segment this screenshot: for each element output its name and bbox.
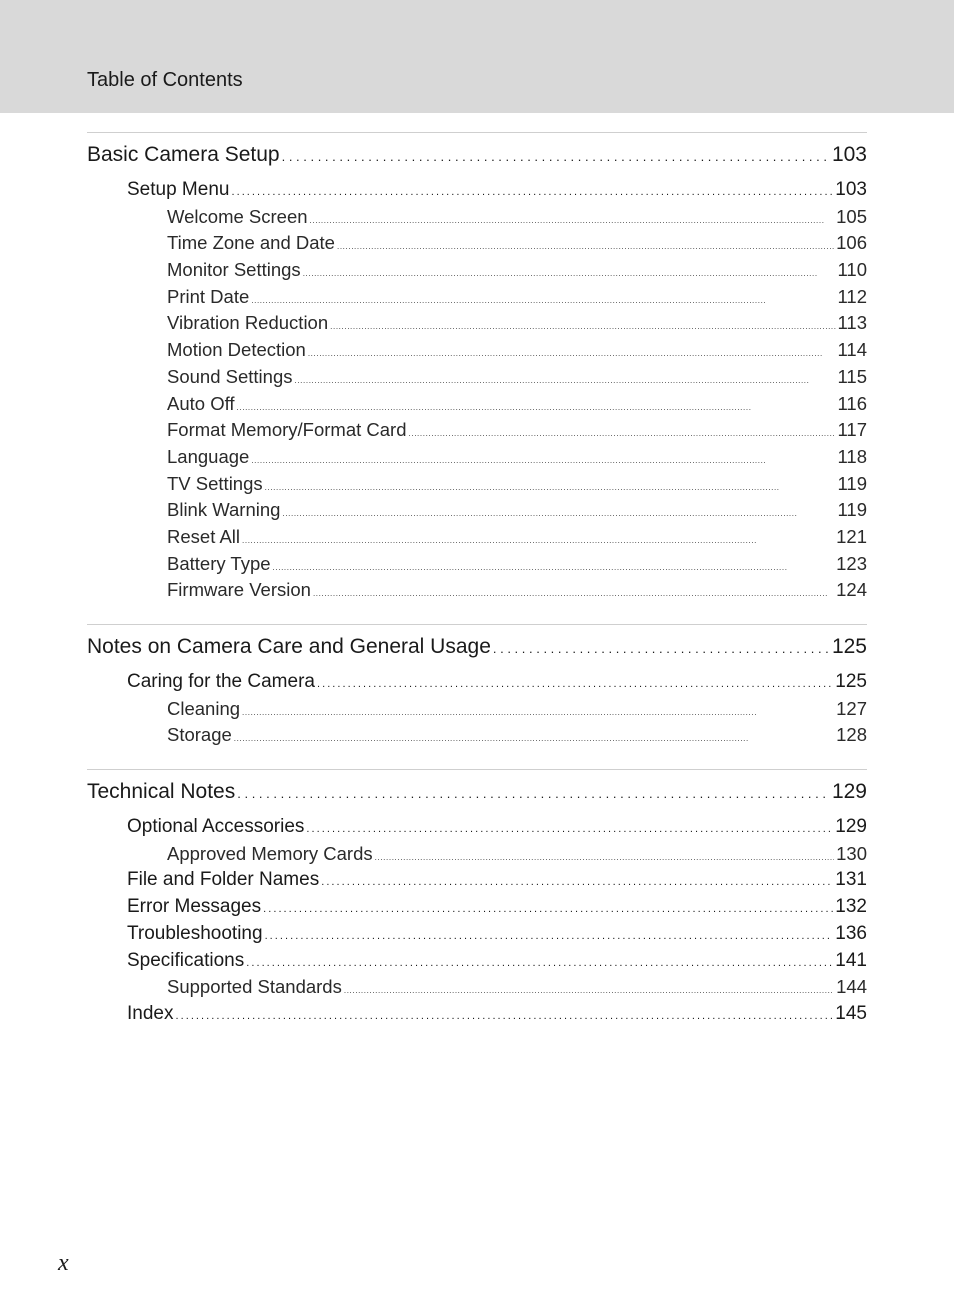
toc-entry-page: 125: [835, 671, 867, 692]
toc-entry-label: Error Messages: [127, 896, 262, 918]
toc-section-heading[interactable]: [87, 625, 867, 669]
section-spacer: [87, 604, 867, 624]
toc-entry-page: 114: [837, 339, 867, 361]
toc-entry-label: Vibration Reduction: [167, 312, 329, 334]
toc-subentry[interactable]: [87, 551, 867, 578]
toc-entry-label: Battery Type: [167, 552, 271, 574]
toc-entry[interactable]: [87, 894, 867, 921]
toc-entry-label: Welcome Screen: [167, 205, 308, 227]
toc-entry-label: Time Zone and Date: [167, 232, 335, 254]
toc-section-heading[interactable]: [87, 133, 867, 177]
dot-leader: [294, 364, 835, 391]
toc-subentry[interactable]: [87, 577, 867, 604]
toc-entry-label: Specifications: [127, 949, 245, 971]
toc-entry-label: Blink Warning: [167, 499, 281, 521]
toc-entry-page: 113: [837, 312, 867, 334]
toc-entry-label: Cleaning: [167, 697, 241, 719]
toc-entry-label: Supported Standards: [167, 976, 342, 998]
toc-entry-label: Basic Camera Setup: [87, 143, 280, 166]
table-of-contents: [87, 132, 867, 1028]
toc-entry-page: 144: [836, 976, 867, 998]
dot-leader: [409, 417, 836, 444]
toc-entry-page: 123: [836, 552, 867, 574]
dot-leader: [175, 1001, 833, 1028]
toc-entry-label: Format Memory/Format Card: [167, 419, 407, 441]
toc-entry-page: 124: [836, 579, 867, 601]
toc-subentry[interactable]: [87, 310, 867, 337]
dot-leader: [237, 391, 836, 418]
page-header-title: Table of Contents: [87, 69, 243, 91]
toc-entry-page: 145: [835, 1002, 867, 1024]
dot-leader: [242, 524, 834, 551]
dot-leader: [251, 444, 835, 471]
toc-subentry[interactable]: [87, 841, 867, 868]
dot-leader: [234, 722, 834, 749]
dot-leader: [344, 974, 834, 1001]
toc-entry-label: Monitor Settings: [167, 259, 301, 281]
toc-entry-label: Technical Notes: [87, 780, 236, 804]
dot-leader: [246, 948, 833, 975]
toc-entry-page: 103: [831, 143, 867, 166]
dot-leader: [375, 841, 834, 868]
toc-section-heading[interactable]: [87, 770, 867, 814]
toc-entry[interactable]: [87, 814, 867, 841]
dot-leader: [303, 257, 836, 284]
toc-entry-page: 141: [835, 949, 867, 971]
toc-entry-label: Reset All: [167, 525, 241, 547]
toc-subentry[interactable]: [87, 364, 867, 391]
dot-leader: [313, 577, 834, 604]
toc-entry-label: Language: [167, 445, 250, 467]
toc-entry-page: 117: [837, 419, 867, 441]
toc-subentry[interactable]: [87, 417, 867, 444]
toc-entry-label: TV Settings: [167, 472, 263, 494]
toc-entry-page: 119: [837, 472, 867, 494]
dot-leader: [317, 669, 833, 696]
toc-entry-label: Print Date: [167, 285, 250, 307]
toc-entry[interactable]: [87, 177, 867, 204]
toc-entry-label: Auto Off: [167, 392, 235, 414]
toc-subentry[interactable]: [87, 337, 867, 364]
section-spacer: [87, 749, 867, 769]
toc-entry-page: 121: [836, 525, 867, 547]
toc-entry-label: Approved Memory Cards: [167, 842, 373, 864]
dot-leader: [231, 177, 833, 204]
toc-entry-page: 132: [835, 896, 867, 918]
toc-entry-page: 129: [831, 780, 867, 804]
dot-leader: [237, 770, 830, 814]
toc-entry-label: Storage: [167, 724, 232, 746]
dot-leader: [493, 625, 830, 669]
toc-entry-page: 125: [831, 635, 867, 658]
dot-leader: [310, 204, 835, 231]
toc-subentry[interactable]: [87, 696, 867, 723]
toc-entry-label: Firmware Version: [167, 579, 311, 601]
dot-leader: [306, 814, 833, 841]
header-band: [0, 0, 954, 113]
toc-subentry[interactable]: [87, 722, 867, 749]
toc-entry-page: 105: [836, 205, 867, 227]
toc-entry-page: 119: [837, 499, 867, 521]
toc-entry-label: Caring for the Camera: [127, 671, 315, 692]
dot-leader: [265, 921, 834, 948]
toc-entry-label: Index: [127, 1002, 174, 1024]
toc-subentry[interactable]: [87, 204, 867, 231]
dot-leader: [282, 497, 835, 524]
toc-subentry[interactable]: [87, 524, 867, 551]
toc-entry-label: Motion Detection: [167, 339, 306, 361]
toc-entry-label: Sound Settings: [167, 365, 293, 387]
toc-entry[interactable]: [87, 867, 867, 894]
toc-entry-page: 115: [837, 365, 867, 387]
toc-entry-page: 129: [835, 816, 867, 838]
toc-entry-label: Notes on Camera Care and General Usage: [87, 635, 491, 658]
toc-subentry[interactable]: [87, 230, 867, 257]
toc-entry-label: Setup Menu: [127, 179, 230, 200]
toc-subentry[interactable]: [87, 257, 867, 284]
toc-entry-page: 128: [836, 724, 867, 746]
toc-entry[interactable]: [87, 921, 867, 948]
toc-entry-label: Optional Accessories: [127, 816, 305, 838]
toc-entry-page: 118: [837, 445, 867, 467]
dot-leader: [337, 230, 834, 257]
toc-section: [87, 769, 867, 1028]
toc-section: [87, 132, 867, 604]
toc-entry[interactable]: [87, 669, 867, 696]
dot-leader: [282, 133, 830, 177]
toc-entry[interactable]: [87, 1001, 867, 1028]
toc-entry-label: Troubleshooting: [127, 922, 263, 944]
toc-subentry[interactable]: [87, 497, 867, 524]
toc-entry-page: 106: [836, 232, 867, 254]
toc-entry-page: 110: [837, 259, 867, 281]
toc-entry-page: 127: [836, 697, 867, 719]
toc-subentry[interactable]: [87, 471, 867, 498]
dot-leader: [242, 696, 834, 723]
toc-entry-page: 112: [837, 285, 867, 307]
toc-entry-page: 116: [837, 392, 867, 414]
toc-entry[interactable]: [87, 948, 867, 975]
page-number: x: [58, 1250, 69, 1276]
dot-leader: [265, 471, 836, 498]
toc-entry-page: 136: [835, 922, 867, 944]
dot-leader: [330, 310, 835, 337]
toc-subentry[interactable]: [87, 974, 867, 1001]
dot-leader: [308, 337, 836, 364]
toc-subentry[interactable]: [87, 444, 867, 471]
toc-entry-page: 130: [836, 842, 867, 864]
toc-section: [87, 624, 867, 749]
toc-entry-label: File and Folder Names: [127, 869, 320, 891]
dot-leader: [251, 284, 835, 311]
dot-leader: [263, 894, 833, 921]
dot-leader: [273, 551, 835, 578]
toc-entry-page: 103: [835, 179, 867, 200]
toc-subentry[interactable]: [87, 391, 867, 418]
toc-subentry[interactable]: [87, 284, 867, 311]
dot-leader: [321, 867, 833, 894]
toc-entry-page: 131: [835, 869, 867, 891]
